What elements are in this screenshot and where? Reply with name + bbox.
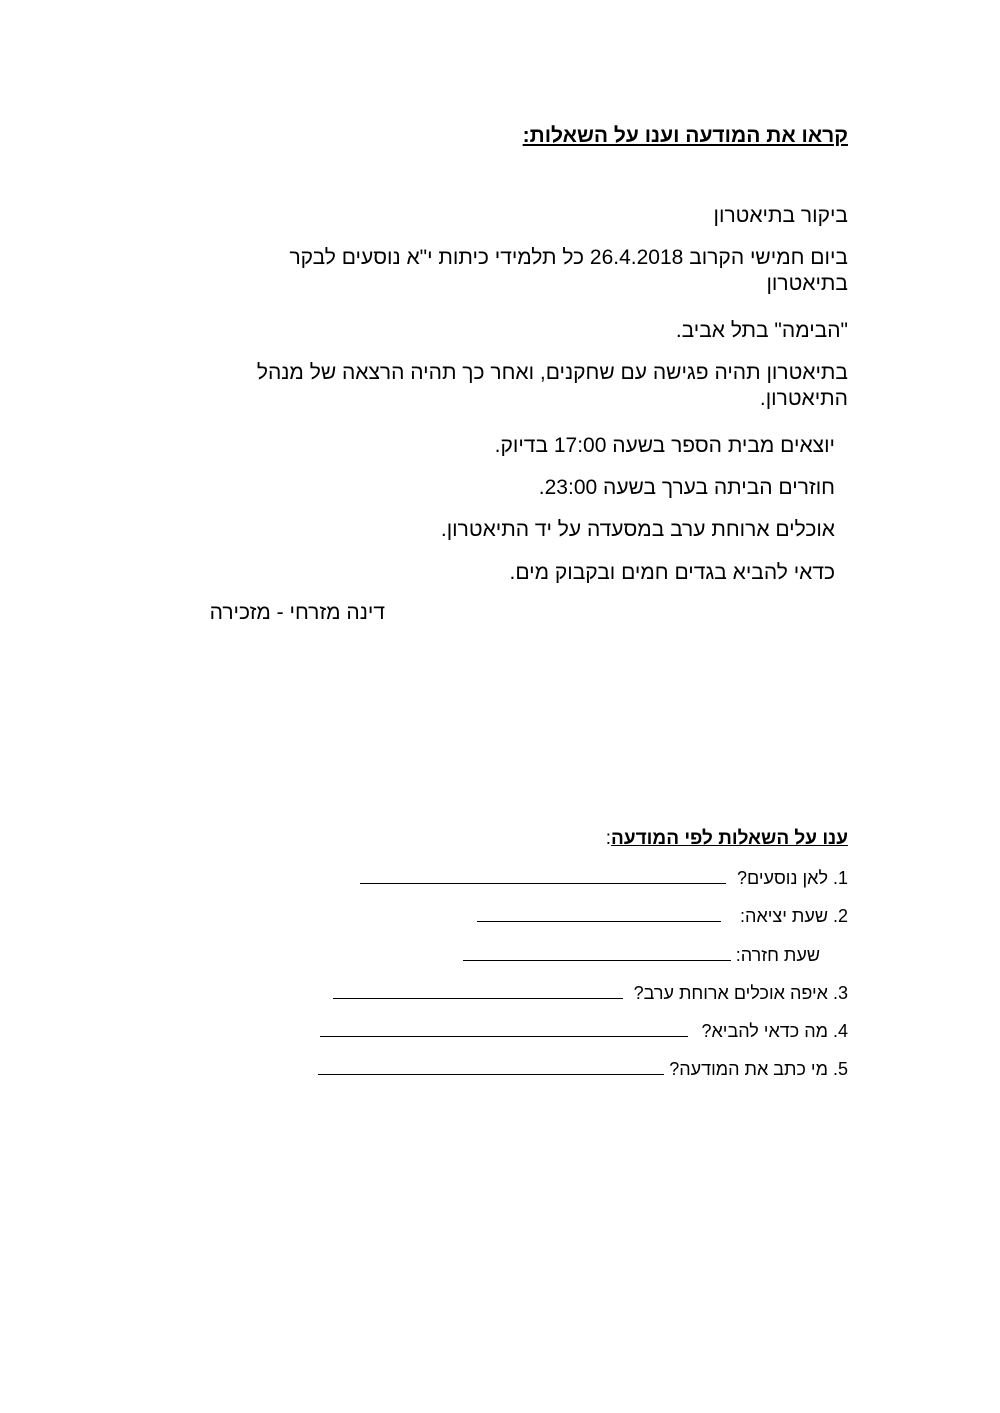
question-2 [477, 905, 848, 927]
question-2b-label: שעת חזרה: [735, 945, 820, 965]
question-2b [463, 944, 820, 966]
notice-paragraph-2: בתיאטרון תהיה פגישה עם שחקנים, ואחר כך תהיה הרצאה של מנהל התיאטרון. [256, 361, 848, 410]
question-5 [318, 1058, 848, 1080]
notice-signature: דינה מזרחי - מזכירה [209, 601, 385, 624]
notice-departure: יוצאים מבית הספר בשעה 17:00 בדיוק. [494, 434, 835, 457]
notice-dinner: אוכלים ארוחת ערב במסעדה על יד התיאטרון. [440, 518, 835, 541]
notice-bring: כדאי להביא בגדים חמים ובקבוק מים. [509, 561, 835, 584]
question-4-answer-line[interactable] [320, 1020, 688, 1037]
notice-return: חוזרים הביתה בערך בשעה 23:00. [538, 476, 835, 499]
question-3-label: 3. איפה אוכלים ארוחת ערב? [633, 983, 848, 1003]
question-2-answer-line[interactable] [477, 905, 721, 922]
notice-heading: ביקור בתיאטרון [713, 204, 848, 227]
instruction-title: קראו את המודעה וענו על השאלות: [522, 124, 848, 147]
question-3-answer-line[interactable] [333, 982, 623, 999]
question-4 [320, 1020, 848, 1042]
question-2b-answer-line[interactable] [463, 944, 731, 961]
notice-paragraph-1b: "הבימה" בתל אביב. [675, 319, 848, 342]
question-5-answer-line[interactable] [318, 1058, 664, 1075]
question-2-label: 2. שעת יציאה: [740, 906, 848, 926]
questions-title-colon: : [605, 828, 612, 849]
questions-title-text: ענו על השאלות לפי המודעה [611, 828, 848, 849]
question-5-label: 5. מי כתב את המודעה? [669, 1059, 848, 1079]
question-4-label: 4. מה כדאי להביא? [701, 1021, 848, 1041]
questions-title [606, 828, 848, 850]
question-1-label: 1. לאן נוסעים? [736, 868, 848, 888]
notice-paragraph-1: ביום חמישי הקרוב 26.4.2018 כל תלמידי כיתות י"א נוסעים לבקר בתיאטרון [289, 246, 848, 295]
question-1-answer-line[interactable] [360, 867, 726, 884]
question-1 [360, 867, 848, 889]
question-3 [333, 982, 848, 1004]
